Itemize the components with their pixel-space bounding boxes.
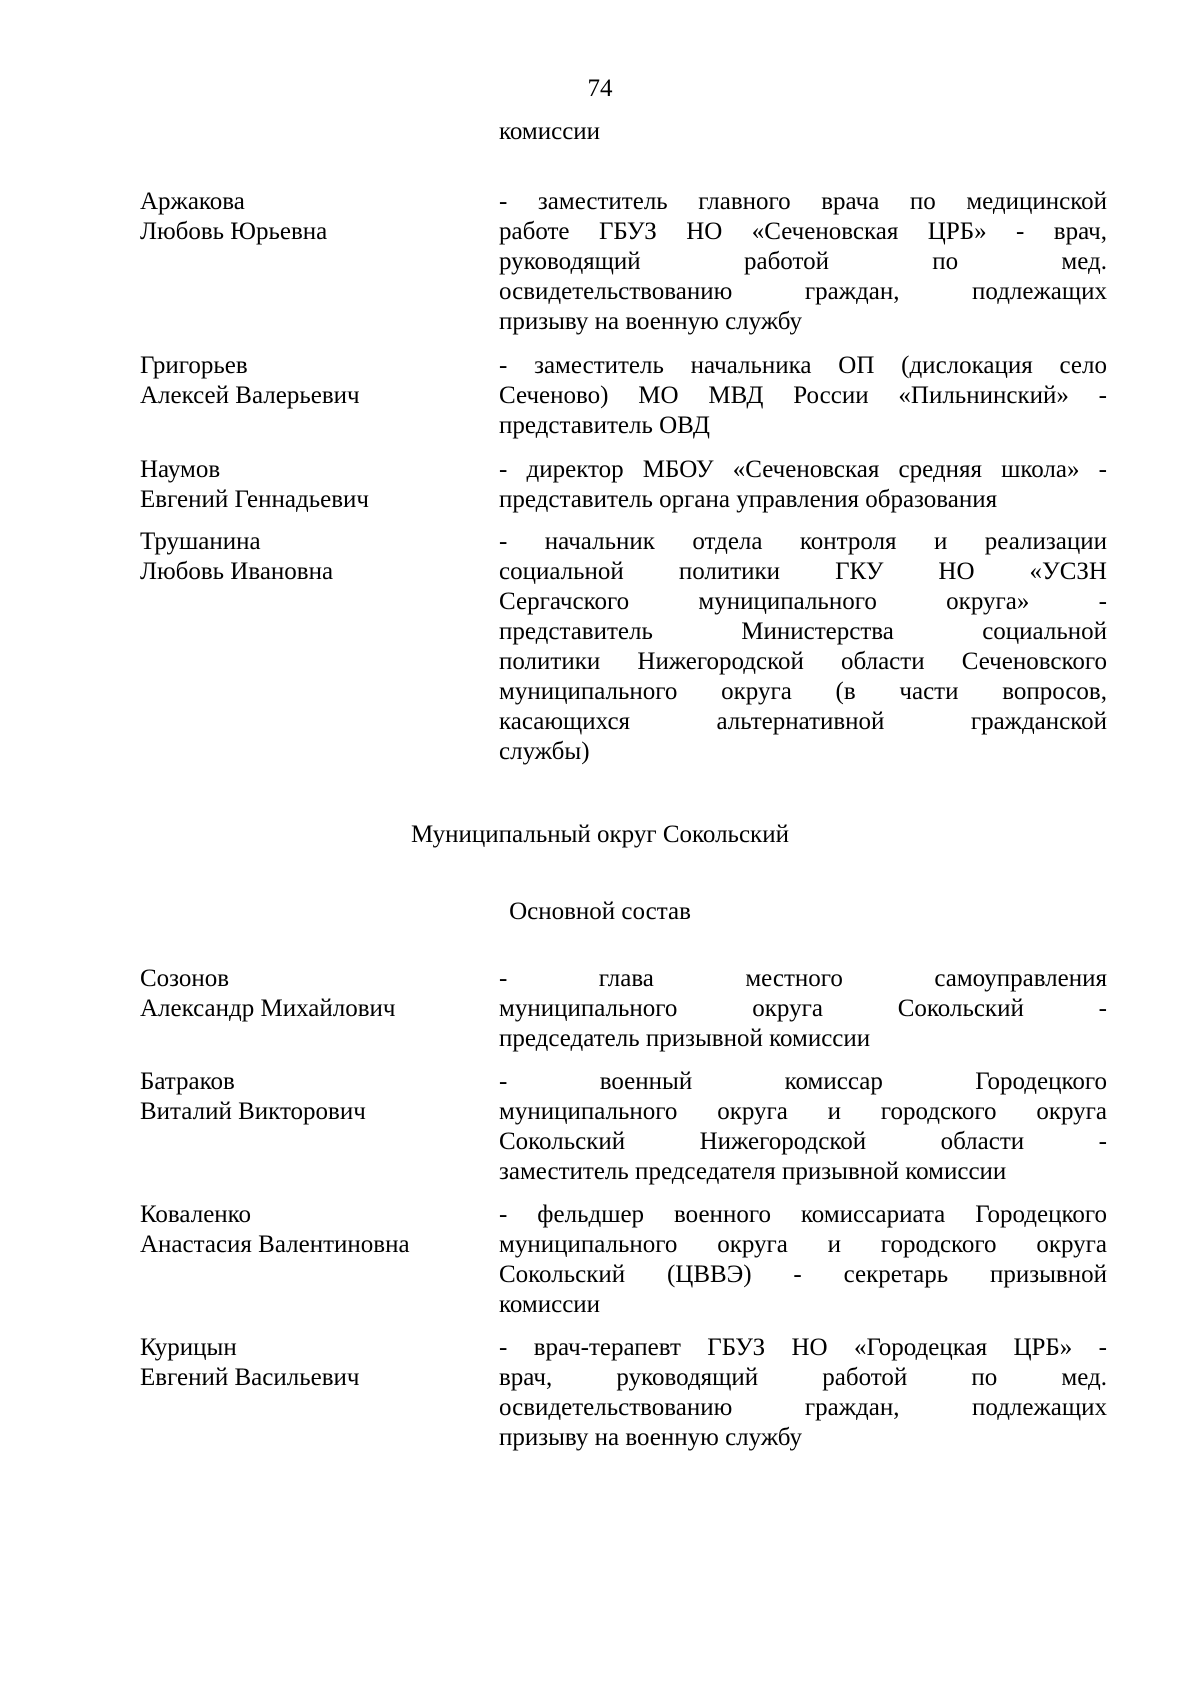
role-line: призыву на военную службу [499,308,803,335]
member-given-names: Виталий Викторович [140,1098,366,1125]
role-line: Сокольский Нижегородской области - [499,1128,1107,1155]
member-name [140,455,480,515]
role-line: Сергачского муниципального округа» - [499,588,1107,615]
member-role [499,1200,1107,1320]
member-role [499,1333,1107,1453]
role-line: - начальник отдела контроля и реализации [499,528,1107,555]
role-line: - глава местного самоуправления [499,965,1107,992]
member-surname: Батраков [140,1068,235,1095]
member-role [499,1067,1107,1187]
role-line: Сокольский (ЦВВЭ) - секретарь призывной [499,1261,1107,1288]
composition-heading: Основной состав [509,898,691,925]
member-given-names: Любовь Юрьевна [140,218,328,245]
member-surname: Трушанина [140,528,261,555]
member-name [140,1333,480,1393]
role-line: муниципального округа (в части вопросов, [499,678,1107,705]
role-line: представитель Министерства социальной [499,618,1107,645]
member-surname: Коваленко [140,1201,252,1228]
page-number: 74 [587,75,613,102]
role-line: председатель призывной комиссии [499,1025,871,1052]
role-line: врач, руководящий работой по мед. [499,1364,1107,1391]
role-line: освидетельствованию граждан, подлежащих [499,1394,1107,1421]
member-given-names: Алексей Валерьевич [140,382,360,409]
member-surname: Аржакова [140,188,245,215]
member-surname: Наумов [140,456,221,483]
member-surname: Созонов [140,965,230,992]
district-heading: Муниципальный округ Сокольский [411,821,789,848]
continuation-text: комиссии [499,118,601,145]
role-line: работе ГБУЗ НО «Сеченовская ЦРБ» - врач, [499,218,1107,245]
member-given-names: Анастасия Валентиновна [140,1231,410,1258]
member-given-names: Любовь Ивановна [140,558,334,585]
member-role [499,351,1107,441]
role-line: муниципального округа и городского округа [499,1231,1107,1258]
role-line: - заместитель главного врача по медицинской [499,188,1107,215]
role-line: руководящий работой по мед. [499,248,1107,275]
role-line: призыву на военную службу [499,1424,803,1451]
role-line: муниципального округа Сокольский - [499,995,1107,1022]
member-given-names: Евгений Васильевич [140,1364,360,1391]
role-line: службы) [499,738,590,765]
role-line: - военный комиссар Городецкого [499,1068,1107,1095]
role-line: представитель ОВД [499,412,710,439]
member-role [499,187,1107,337]
member-role [499,964,1107,1054]
role-line: - директор МБОУ «Сеченовская средняя школа» - [499,456,1107,483]
role-line: представитель органа управления образования [499,486,998,513]
role-line: комиссии [499,1291,601,1318]
member-given-names: Евгений Геннадьевич [140,486,369,513]
member-name [140,351,480,411]
member-surname: Григорьев [140,352,248,379]
member-name [140,527,480,587]
member-name [140,1200,480,1260]
member-name [140,187,480,247]
member-given-names: Александр Михайлович [140,995,396,1022]
member-role [499,455,1107,515]
member-name [140,1067,480,1127]
member-role [499,527,1107,767]
member-surname: Курицын [140,1334,237,1361]
role-line: заместитель председателя призывной комиссии [499,1158,1007,1185]
role-line: муниципального округа и городского округа [499,1098,1107,1125]
member-name [140,964,480,1024]
role-line: политики Нижегородской области Сеченовского [499,648,1107,675]
role-line: социальной политики ГКУ НО «УСЗН [499,558,1107,585]
role-line: - заместитель начальника ОП (дислокация село [499,352,1107,379]
role-line: касающихся альтернативной гражданской [499,708,1107,735]
role-line: Сеченово) МО МВД России «Пильнинский» - [499,382,1107,409]
role-line: - фельдшер военного комиссариата Городецкого [499,1201,1107,1228]
role-line: - врач-терапевт ГБУЗ НО «Городецкая ЦРБ» - [499,1334,1107,1361]
role-line: освидетельствованию граждан, подлежащих [499,278,1107,305]
